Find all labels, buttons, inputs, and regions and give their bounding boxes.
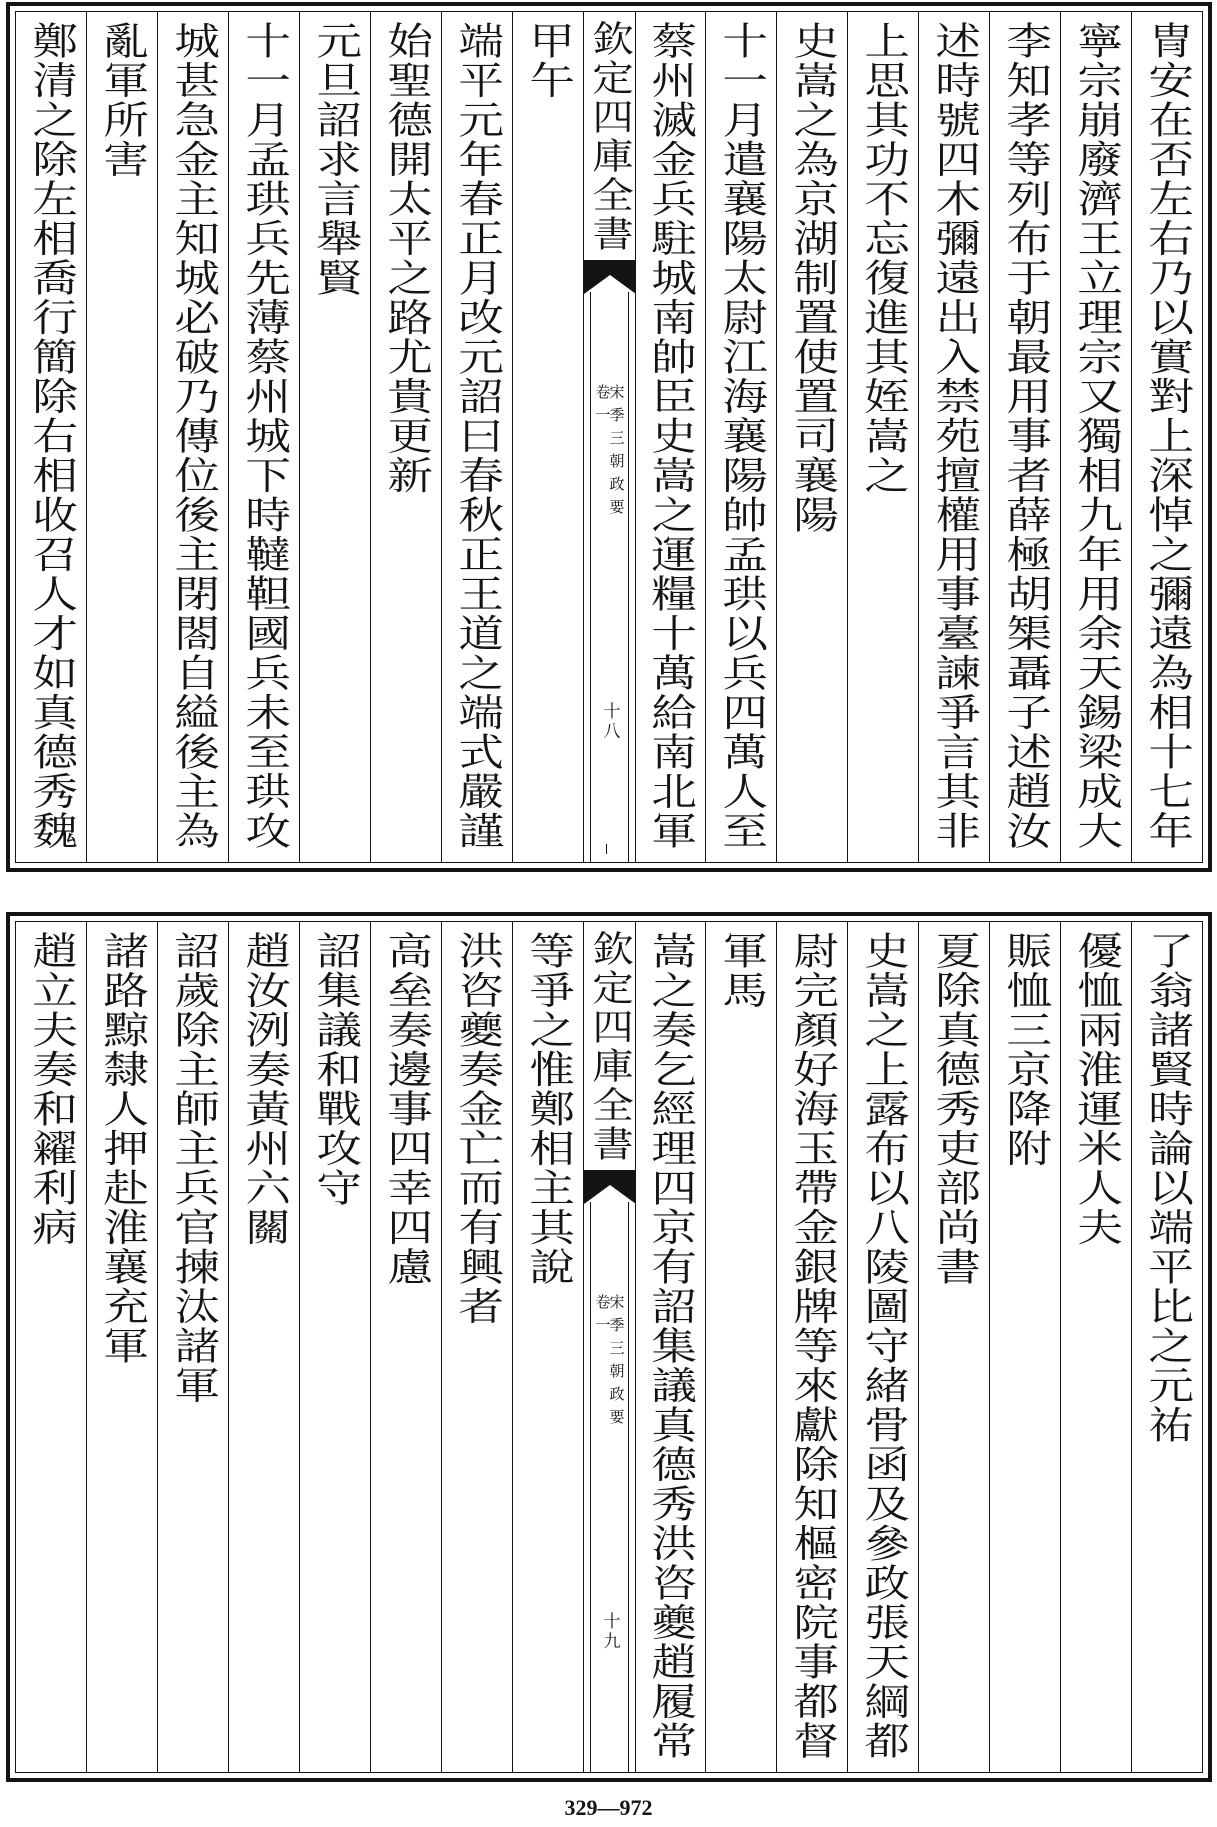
fold-page-number: 十八 — [599, 702, 620, 742]
fold-title-wrap — [584, 930, 635, 1164]
text-column — [1131, 12, 1202, 862]
column-text: 趙汝洌奏黃州六關 — [237, 931, 291, 1247]
column-text: 史嵩之為京湖制置使置司襄陽 — [785, 21, 839, 535]
text-column — [989, 12, 1060, 862]
fishtail-ornament — [584, 260, 635, 294]
column-text: 始聖德開太平之路尤貴更新 — [379, 21, 433, 495]
text-column — [705, 12, 776, 862]
column-text: 蔡州滅金兵駐城南帥臣史嵩之運糧十萬給南北軍 — [644, 21, 697, 851]
text-column — [847, 12, 918, 862]
fold-inner-rule — [590, 292, 591, 862]
column-text: 冑安在否左右乃以實對上深悼之彌遠為相十七年 — [1140, 21, 1194, 851]
column-text: 詔集議和戰攻守 — [308, 931, 362, 1208]
fishtail-ornament — [584, 1170, 635, 1204]
text-column — [635, 922, 706, 1772]
text-column — [635, 12, 706, 862]
column-text: 端平元年春正月改元詔曰春秋正王道之端式嚴謹 — [450, 21, 503, 851]
column-text: 洪咨夔奏金亡而有興者 — [450, 931, 503, 1326]
column-text: 等爭之惟鄭相主其說 — [521, 931, 574, 1287]
column-text: 夏除真德秀吏部尚書 — [927, 931, 981, 1287]
column-text: 軍馬 — [715, 931, 768, 1010]
text-column — [299, 922, 370, 1772]
text-column — [228, 12, 299, 862]
fold-title-wrap — [584, 20, 635, 254]
column-text: 了翁諸賢時論以端平比之元祐 — [1140, 931, 1194, 1445]
text-column — [157, 12, 228, 862]
fold-tick — [606, 844, 607, 854]
text-column — [157, 922, 228, 1772]
text-column — [16, 12, 86, 862]
leaf-inner-frame — [15, 921, 1203, 1773]
column-text: 元旦詔求言舉賢 — [308, 21, 362, 298]
text-column — [299, 12, 370, 862]
text-column — [847, 922, 918, 1772]
page-reference: 329—972 — [564, 1795, 653, 1820]
column-text: 趙立夫奏和糴利病 — [24, 931, 78, 1247]
leaf-inner-frame — [15, 11, 1203, 863]
column-text: 述時號四木彌遠出入禁苑擅權用事臺諫爭言其非 — [927, 21, 981, 851]
column-text: 甲午 — [521, 21, 574, 100]
column-text: 高垒奏邊事四幸四慮 — [379, 931, 433, 1287]
bottom-leaf — [6, 912, 1212, 1782]
fold-inner-rule — [590, 1202, 591, 1772]
fold-column — [583, 922, 635, 1772]
fold-inner-rule — [628, 1202, 629, 1772]
column-text: 諸路黥隸人押赴淮襄充軍 — [95, 931, 149, 1366]
text-column — [441, 922, 512, 1772]
text-column — [1060, 922, 1131, 1772]
column-text: 詔歲除主師主兵官揀汰諸軍 — [166, 931, 220, 1405]
text-column — [512, 922, 583, 1772]
column-text: 十一月遣襄陽太尉江海襄陽帥孟珙以兵四萬人至 — [715, 21, 768, 851]
fold-page-number: 十九 — [599, 1612, 620, 1652]
text-column — [441, 12, 512, 862]
column-text: 優恤兩淮運米人夫 — [1069, 931, 1123, 1247]
fold-work-title: 宋季三朝政要 — [607, 384, 626, 522]
fold-book-title: 欽定四庫全書 — [586, 20, 634, 254]
fold-work-title: 宋季三朝政要 — [607, 1294, 626, 1432]
column-text: 賑恤三京降附 — [998, 931, 1052, 1168]
text-column — [86, 922, 157, 1772]
text-column — [705, 922, 776, 1772]
fold-inner-rule — [628, 292, 629, 862]
column-text: 鄭清之除左相喬行簡除右相收召人才如真德秀魏 — [24, 21, 78, 851]
column-text: 李知孝等列布于朝最用事者薛極胡榘聶子述趙汝 — [998, 21, 1052, 851]
text-column — [86, 12, 157, 862]
column-text: 嵩之奏乞經理四京有詔集議真德秀洪咨夔趙履常 — [644, 931, 697, 1761]
column-text: 尉完顏好海玉帶金銀牌等來獻除知樞密院事都督 — [785, 931, 839, 1761]
text-column — [370, 922, 441, 1772]
column-text: 城甚急金主知城必破乃傳位後主閉閤自縊後主為 — [166, 21, 220, 851]
column-text: 亂軍所害 — [95, 21, 149, 179]
fold-column — [583, 12, 635, 862]
text-column — [512, 12, 583, 862]
column-text: 史嵩之上露布以八陵圖守緒骨函及參政張天綱都 — [856, 931, 910, 1761]
text-column — [776, 922, 847, 1772]
text-column — [16, 922, 86, 1772]
column-text: 十一月孟珙兵先薄蔡州城下時韃靼國兵未至珙攻 — [237, 21, 291, 851]
text-column — [1131, 922, 1202, 1772]
text-column — [918, 922, 989, 1772]
text-column — [228, 922, 299, 1772]
text-column — [1060, 12, 1131, 862]
text-column — [370, 12, 441, 862]
fold-book-title: 欽定四庫全書 — [586, 930, 634, 1164]
column-text: 寧宗崩廢濟王立理宗又獨相九年用余天錫梁成大 — [1069, 21, 1123, 851]
text-column — [918, 12, 989, 862]
text-column — [776, 12, 847, 862]
column-text: 上思其功不忘復進其姪嵩之 — [856, 21, 910, 495]
text-column — [989, 922, 1060, 1772]
fold-volume-label: 卷一 — [593, 1294, 612, 1340]
top-leaf — [6, 2, 1212, 872]
fold-volume-label: 卷一 — [593, 384, 612, 430]
